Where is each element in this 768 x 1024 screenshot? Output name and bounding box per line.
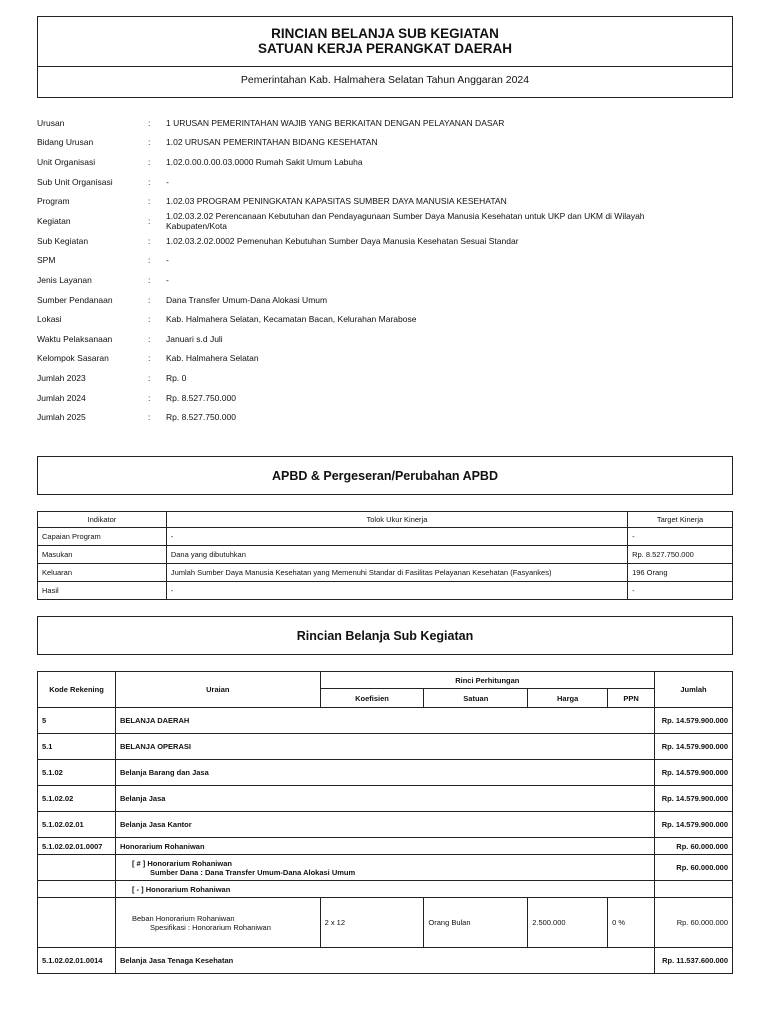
rincian-account-row: [38, 708, 733, 734]
info-value: Kab. Halmahera Selatan, Kecamatan Bacan, Kelurahan Marabose: [166, 314, 417, 325]
group-uraian-cell: [115, 855, 654, 881]
rincian-header-row-1: [38, 672, 733, 689]
kinerja-tolok-ukur: Jumlah Sumber Daya Manusia Kesehatan yang Memenuhi Standar di Fasilitas Pelayanan Kesehatan (Fasyankes): [166, 564, 627, 582]
section-apbd-title: APBD & Pergeseran/Perubahan APBD: [37, 456, 733, 495]
item-uraian-cell: [115, 898, 320, 948]
account-kode: 5.1: [38, 734, 116, 760]
info-row: [37, 251, 733, 271]
info-label: Bidang Urusan: [37, 137, 94, 148]
info-label: Waktu Pelaksanaan: [37, 333, 113, 344]
info-list: [37, 113, 733, 427]
info-value: 1 URUSAN PEMERINTAHAN WAJIB YANG BERKAITAN DENGAN PELAYANAN DASAR: [166, 117, 505, 128]
info-value: Januari s.d Juli: [166, 333, 223, 344]
header-jumlah: Jumlah: [654, 672, 732, 708]
account-jumlah: Rp. 14.579.900.000: [654, 786, 732, 812]
header-kode-rekening: Kode Rekening: [38, 672, 116, 708]
info-separator: :: [148, 215, 151, 226]
rincian-subgroup-row: [38, 881, 733, 898]
kinerja-table: [37, 511, 733, 600]
info-row: [37, 388, 733, 408]
info-separator: :: [148, 314, 151, 325]
kinerja-header-indikator: Indikator: [38, 512, 167, 528]
account-uraian: Belanja Jasa: [115, 786, 654, 812]
info-row: [37, 133, 733, 153]
info-row: [37, 152, 733, 172]
info-label: Sub Kegiatan: [37, 235, 89, 246]
account-uraian: Belanja Jasa Kantor: [115, 812, 654, 838]
info-label: Jenis Layanan: [37, 274, 92, 285]
info-label: SPM: [37, 255, 56, 266]
subgroup-jumlah-cell: [654, 881, 732, 898]
title-line-1: RINCIAN BELANJA SUB KEGIATAN: [271, 26, 499, 41]
info-value: -: [166, 274, 169, 285]
info-value: 1.02 URUSAN PEMERINTAHAN BIDANG KESEHATAN: [166, 137, 378, 148]
header-koefisien: Koefisien: [320, 689, 424, 708]
kinerja-target: -: [628, 528, 733, 546]
info-label: Program: [37, 196, 70, 207]
rincian-account-row: [38, 734, 733, 760]
info-value: Rp. 8.527.750.000: [166, 392, 236, 403]
info-label: Kelompok Sasaran: [37, 353, 109, 364]
info-separator: :: [148, 392, 151, 403]
kinerja-indikator: Masukan: [38, 546, 167, 564]
info-value: -: [166, 176, 169, 187]
info-label: Urusan: [37, 117, 65, 128]
kinerja-target: -: [628, 582, 733, 600]
info-label: Jumlah 2025: [37, 412, 86, 423]
item-satuan: Orang Bulan: [424, 898, 528, 948]
info-separator: :: [148, 372, 151, 383]
info-row: [37, 368, 733, 388]
account-uraian: BELANJA OPERASI: [115, 734, 654, 760]
info-row: [37, 290, 733, 310]
info-value: Dana Transfer Umum-Dana Alokasi Umum: [166, 294, 328, 305]
info-row: [37, 113, 733, 133]
account-jumlah: Rp. 14.579.900.000: [654, 708, 732, 734]
info-row: [37, 329, 733, 349]
rincian-account-row: [38, 786, 733, 812]
item-spesifikasi: Spesifikasi : Honorarium Rohaniwan: [149, 922, 271, 932]
kinerja-header-target: Target Kinerja: [628, 512, 733, 528]
kinerja-target: 196 Orang: [628, 564, 733, 582]
kinerja-row: [38, 546, 733, 564]
info-row: [37, 211, 733, 231]
header-uraian: Uraian: [115, 672, 320, 708]
info-value: 1.02.03.2.02.0002 Pemenuhan Kebutuhan Sumber Daya Manusia Kesehatan Sesuai Standar: [166, 235, 519, 246]
info-separator: :: [148, 196, 151, 207]
subgroup-kode-cell: [38, 881, 116, 898]
kinerja-indikator: Hasil: [38, 582, 167, 600]
header-satuan: Satuan: [424, 689, 528, 708]
kinerja-tolok-ukur: -: [166, 582, 627, 600]
info-separator: :: [148, 412, 151, 423]
rincian-account-row: [38, 812, 733, 838]
info-row: [37, 309, 733, 329]
kinerja-header-row: [38, 512, 733, 528]
info-row: [37, 191, 733, 211]
info-label: Jumlah 2023: [37, 372, 86, 383]
item-jumlah: Rp. 60.000.000: [654, 898, 732, 948]
account-kode: 5.1.02.02.01: [38, 812, 116, 838]
account-uraian: Honorarium Rohaniwan: [115, 838, 654, 855]
kinerja-tolok-ukur: Dana yang dibutuhkan: [166, 546, 627, 564]
last-row-jumlah: Rp. 11.537.600.000: [654, 948, 732, 974]
account-jumlah: Rp. 60.000.000: [654, 838, 732, 855]
rincian-item-row: [38, 898, 733, 948]
info-label: Sumber Pendanaan: [37, 294, 113, 305]
info-separator: :: [148, 255, 151, 266]
rincian-account-row: [38, 948, 733, 974]
item-ppn: 0 %: [608, 898, 655, 948]
kinerja-indikator: Capaian Program: [38, 528, 167, 546]
item-koefisien: 2 x 12: [320, 898, 424, 948]
account-jumlah: Rp. 14.579.900.000: [654, 760, 732, 786]
info-row: [37, 407, 733, 427]
account-kode: 5: [38, 708, 116, 734]
account-jumlah: Rp. 14.579.900.000: [654, 812, 732, 838]
group-title: [ # ] Honorarium Rohaniwan: [131, 858, 232, 868]
info-row: [37, 231, 733, 251]
info-separator: :: [148, 274, 151, 285]
rincian-account-row: [38, 760, 733, 786]
info-label: Kegiatan: [37, 215, 71, 226]
kinerja-indikator: Keluaran: [38, 564, 167, 582]
info-row: [37, 270, 733, 290]
kinerja-target: Rp. 8.527.750.000: [628, 546, 733, 564]
info-separator: :: [148, 235, 151, 246]
header-divider: [38, 66, 732, 67]
title-line-2: SATUAN KERJA PERANGKAT DAERAH: [257, 41, 512, 56]
info-label: Unit Organisasi: [37, 156, 96, 167]
info-separator: :: [148, 137, 151, 148]
group-jumlah: Rp. 60.000.000: [654, 855, 732, 881]
info-label: Sub Unit Organisasi: [37, 176, 113, 187]
account-kode: 5.1.02.02: [38, 786, 116, 812]
account-kode: 5.1.02.02.01.0007: [38, 838, 116, 855]
info-value: Rp. 0: [166, 372, 187, 383]
item-kode-cell: [38, 898, 116, 948]
info-value: 1.02.03 PROGRAM PENINGKATAN KAPASITAS SUMBER DAYA MANUSIA KESEHATAN: [166, 196, 507, 207]
rincian-account-row: [38, 838, 733, 855]
rincian-group-row: [38, 855, 733, 881]
info-separator: :: [148, 353, 151, 364]
header-harga: Harga: [528, 689, 608, 708]
account-uraian: BELANJA DAERAH: [115, 708, 654, 734]
info-separator: :: [148, 294, 151, 305]
info-separator: :: [148, 117, 151, 128]
section-rincian-title: Rincian Belanja Sub Kegiatan: [37, 616, 733, 655]
info-value: 1.02.0.00.0.00.03.0000 Rumah Sakit Umum Labuha: [166, 156, 363, 167]
kinerja-row: [38, 582, 733, 600]
kinerja-tolok-ukur: -: [166, 528, 627, 546]
info-row: [37, 349, 733, 369]
document-header: [37, 16, 733, 98]
info-row: [37, 172, 733, 192]
info-value: Rp. 8.527.750.000: [166, 412, 236, 423]
account-kode: 5.1.02: [38, 760, 116, 786]
document-title: [38, 26, 732, 56]
account-uraian: Belanja Barang dan Jasa: [115, 760, 654, 786]
info-separator: :: [148, 333, 151, 344]
document-subtitle: Pemerintahan Kab. Halmahera Selatan Tahun Anggaran 2024: [240, 74, 530, 86]
info-value: 1.02.03.2.02 Perencanaan Kebutuhan dan Pendayagunaan Sumber Daya Manusia Kesehatan untuk UKP dan UKM di Wilayah Kabupaten/Kota: [166, 210, 645, 231]
info-value: Kab. Halmahera Selatan: [166, 353, 259, 364]
last-row-kode: 5.1.02.02.01.0014: [38, 948, 116, 974]
group-sumber-dana: Sumber Dana : Dana Transfer Umum-Dana Alokasi Umum: [149, 867, 356, 877]
header-rinci-perhitungan: Rinci Perhitungan: [320, 672, 654, 689]
item-harga: 2.500.000: [528, 898, 608, 948]
kinerja-row: [38, 528, 733, 546]
group-kode-cell: [38, 855, 116, 881]
info-label: Lokasi: [37, 314, 62, 325]
kinerja-header-tolok-ukur: Tolok Ukur Kinerja: [166, 512, 627, 528]
info-value: -: [166, 255, 169, 266]
subgroup-title: [ - ] Honorarium Rohaniwan: [115, 881, 654, 898]
info-label: Jumlah 2024: [37, 392, 86, 403]
item-name: Beban Honorarium Rohaniwan: [131, 913, 235, 923]
info-separator: :: [148, 156, 151, 167]
account-jumlah: Rp. 14.579.900.000: [654, 734, 732, 760]
last-row-uraian: Belanja Jasa Tenaga Kesehatan: [115, 948, 654, 974]
header-ppn: PPN: [608, 689, 655, 708]
rincian-table: [37, 671, 733, 974]
kinerja-row: [38, 564, 733, 582]
info-separator: :: [148, 176, 151, 187]
